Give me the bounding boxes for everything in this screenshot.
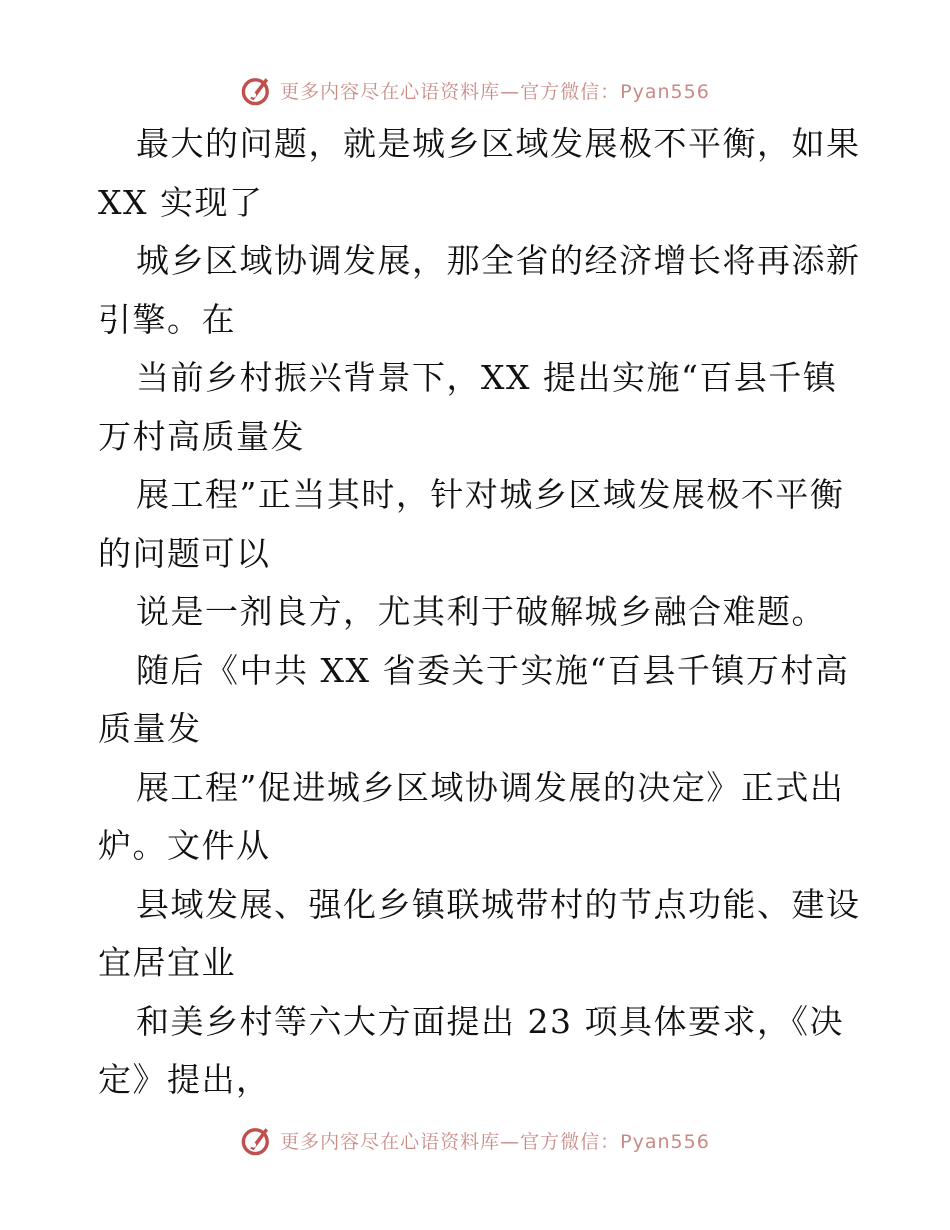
text-line: 说是一剂良方，尤其利于破解城乡融合难题。: [136, 592, 826, 631]
quill-pen-circle-icon: [240, 73, 274, 107]
text-line: 当前乡村振兴背景下，XX 提出实施“百县千镇: [136, 358, 838, 397]
footer-watermark: [0, 1120, 950, 1160]
header-watermark: [0, 70, 950, 110]
watermark-text: 更多内容尽在心语资料库—官方微信：Pyan556: [280, 1130, 710, 1153]
text-line: 质量发: [98, 709, 202, 748]
text-line: 引擎。在: [98, 299, 236, 339]
text-line: XX 实现了: [98, 182, 264, 222]
watermark-text: 更多内容尽在心语资料库—官方微信：Pyan556: [280, 80, 710, 103]
text-line: 最大的问题，就是城乡区域发展极不平衡，如果: [136, 124, 861, 163]
text-line: 城乡区域协调发展，那全省的经济增长将再添新: [136, 241, 861, 280]
text-line: 随后《中共 XX 省委关于实施“百县千镇万村高: [136, 650, 850, 690]
text-line: 定》提出，: [98, 1060, 271, 1099]
text-line: 和美乡村等六大方面提出 23 项具体要求，《决: [136, 1001, 844, 1041]
text-line: 展工程”促进城乡区域协调发展的决定》正式出: [136, 767, 845, 807]
text-line: 宜居宜业: [98, 943, 236, 982]
text-line: 炉。文件从: [98, 826, 271, 865]
text-line: 县域发展、强化乡镇联城带村的节点功能、建设: [136, 884, 861, 924]
quill-pen-circle-icon: [240, 1123, 274, 1157]
text-line: 万村高质量发: [98, 416, 305, 456]
text-line: 展工程”正当其时，针对城乡区域发展极不平衡: [136, 475, 845, 514]
document-body: [98, 115, 861, 1110]
text-line: 的问题可以: [98, 533, 271, 573]
